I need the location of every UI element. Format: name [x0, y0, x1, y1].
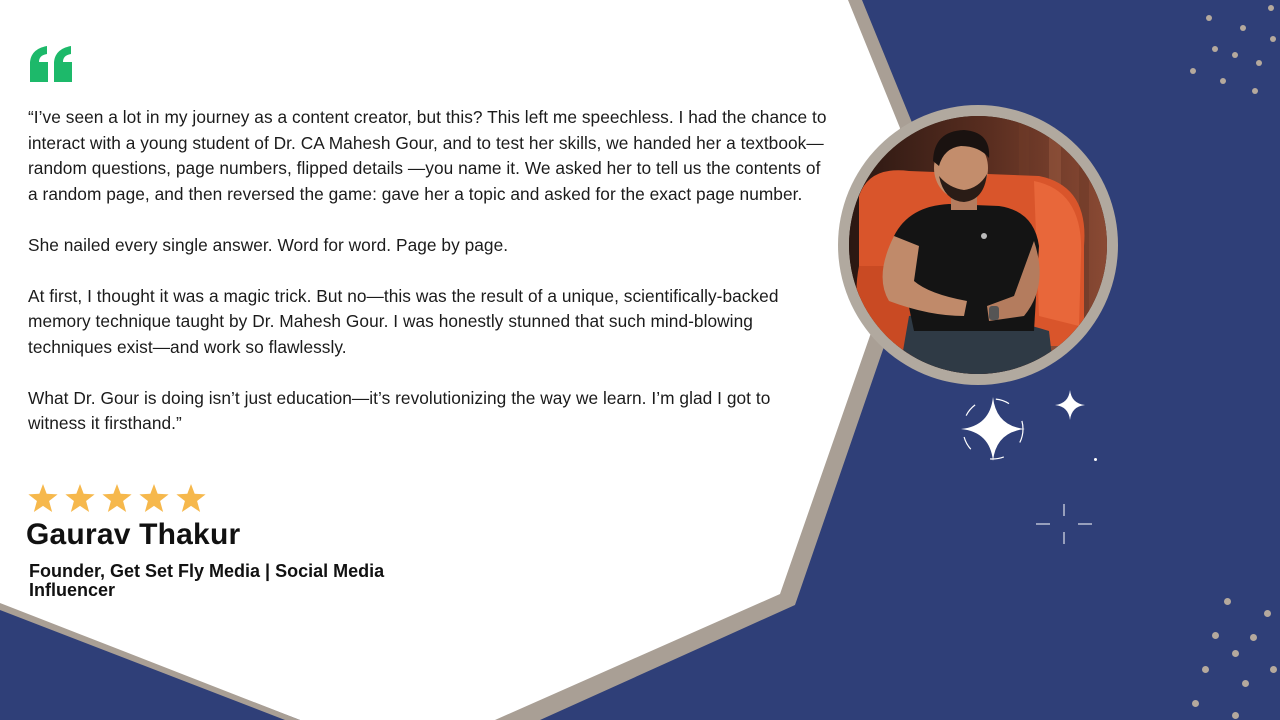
testimonial-paragraph: She nailed every single answer. Word for word. Page by page.	[28, 234, 509, 255]
decorative-dot	[1202, 666, 1209, 673]
decorative-dot	[1242, 680, 1249, 687]
decorative-dot	[1250, 634, 1257, 641]
author-role: Founder, Get Set Fly Media | Social Media Influencer	[29, 561, 385, 600]
decorative-dot	[1270, 666, 1277, 673]
star-icon	[139, 484, 169, 512]
decorative-dot	[1220, 78, 1226, 84]
decorative-dot	[1232, 712, 1239, 719]
testimonial-text	[28, 105, 828, 437]
testimonial-paragraph: “I’ve seen a lot in my journey as a content creator, but this? This left me speechless. I had the chance to interact with a young student of Dr. CA Mahesh Gour, and to test her skills, we handed her a textbook—random questions, page numbers, flipped details —you name it. We asked her to tell us the contents of a random page, and then reversed the game: gave her a topic and asked for the exact page number.	[28, 107, 827, 204]
decorative-dot	[1232, 650, 1239, 657]
decorative-dot	[1094, 458, 1097, 461]
decorative-dot	[1264, 610, 1271, 617]
star-icon	[28, 484, 58, 512]
testimonial-paragraph: At first, I thought it was a magic trick. But no—this was the result of a unique, scientifically-backed memory technique taught by Dr. Mahesh Gour. I was honestly stunned that such mind-blowing techniques exist—and work so flawlessly.	[28, 285, 779, 357]
decorative-dot	[1256, 60, 1262, 66]
sparkle-icon	[1036, 504, 1092, 544]
avatar	[849, 116, 1107, 374]
decorative-dot	[1240, 25, 1246, 31]
testimonial-paragraph: What Dr. Gour is doing isn’t just education—it’s revolutionizing the way we learn. I’m glad I got to witness it firsthand.”	[28, 387, 771, 433]
decorative-dot	[1268, 5, 1274, 11]
decorative-dot	[1192, 700, 1199, 707]
decorative-dot	[1206, 15, 1212, 21]
avatar-illustration	[849, 116, 1107, 374]
decorative-dot	[1252, 88, 1258, 94]
rating-stars	[28, 484, 206, 512]
sparkle-icon	[958, 394, 1028, 464]
decorative-dot	[1212, 632, 1219, 639]
decorative-dot	[1190, 68, 1196, 74]
quote-icon	[28, 46, 74, 82]
decorative-dot	[1212, 46, 1218, 52]
star-icon	[176, 484, 206, 512]
decorative-dot	[1270, 36, 1276, 42]
star-icon	[102, 484, 132, 512]
star-icon	[65, 484, 95, 512]
author-name: Gaurav Thakur	[26, 518, 241, 551]
decorative-dot	[1224, 598, 1231, 605]
sparkle-icon	[1055, 390, 1085, 420]
decorative-dot	[1232, 52, 1238, 58]
